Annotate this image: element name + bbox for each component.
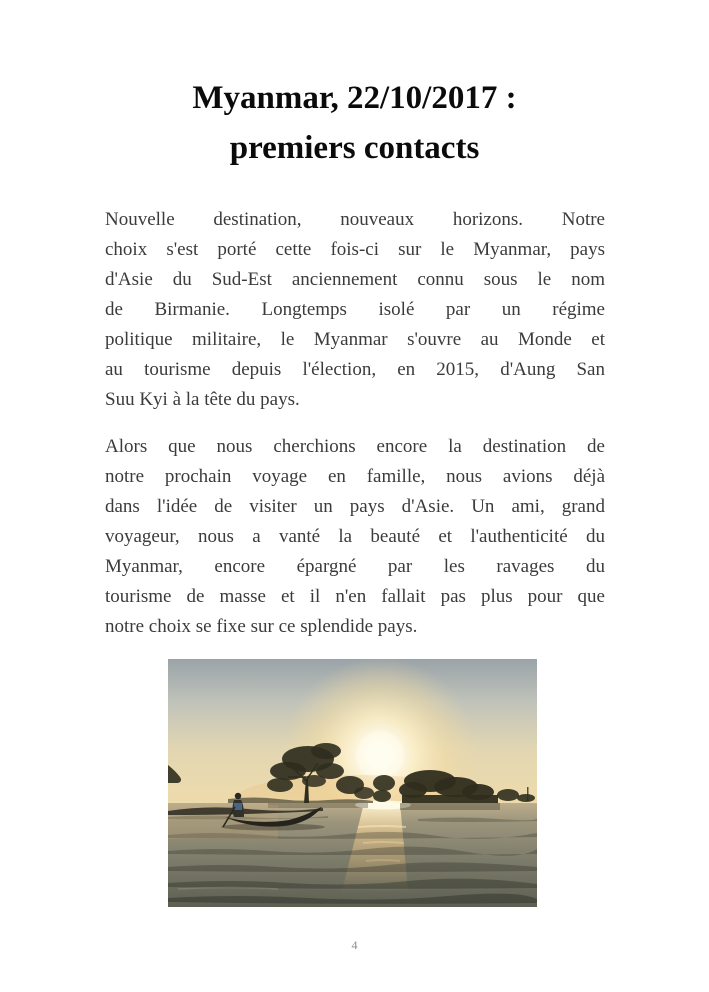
text-line: tourisme de masse et il n'en fallait pas plus pour que	[105, 586, 605, 607]
title-line-2: premiers contacts	[229, 130, 480, 166]
text-line: Alors que nous cherchions encore la destination de	[105, 436, 605, 457]
text-line: Myanmar, encore épargné par les ravages du	[105, 556, 605, 577]
text-line: notre prochain voyage en famille, nous avions déjà	[105, 466, 605, 487]
paragraph-1	[105, 205, 605, 415]
text-line: d'Asie du Sud-Est anciennement connu sous le nom	[105, 269, 605, 290]
text-line: politique militaire, le Myanmar s'ouvre au Monde et	[105, 329, 605, 350]
page-number: 4	[351, 938, 358, 952]
text-line: Nouvelle destination, nouveaux horizons. Notre	[105, 209, 605, 230]
text-line: au tourisme depuis l'élection, en 2015, d'Aung San	[105, 359, 605, 380]
text-line: choix s'est porté cette fois-ci sur le Myanmar, pays	[105, 239, 605, 260]
sunset-photo-illustration	[168, 659, 537, 907]
photo-water	[168, 801, 537, 908]
text-line: dans l'idée de visiter un pays d'Asie. Un ami, grand	[105, 496, 605, 517]
paragraph-2	[105, 432, 605, 642]
title-line-1: Myanmar, 22/10/2017 :	[192, 80, 517, 116]
text-line: de Birmanie. Longtemps isolé par un régime	[105, 299, 605, 320]
text-line: voyageur, nous a vanté la beauté et l'authenticité du	[105, 526, 605, 547]
text-line: notre choix se fixe sur ce splendide pays.	[105, 616, 418, 637]
sunset-lake-photo	[168, 659, 537, 907]
text-line: Suu Kyi à la tête du pays.	[105, 389, 300, 410]
page-title	[104, 73, 605, 173]
